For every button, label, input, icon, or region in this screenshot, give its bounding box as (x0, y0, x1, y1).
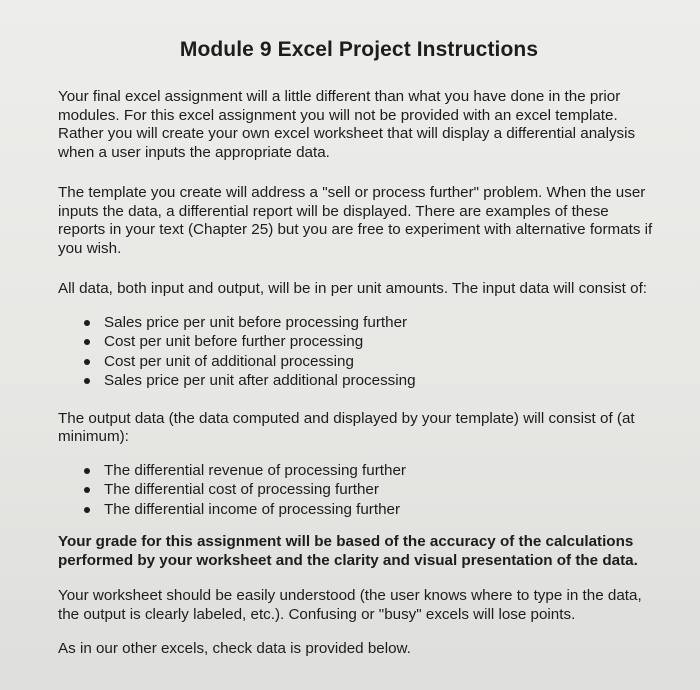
template-paragraph: The template you create will address a "sell or process further" problem. When the user inputs the data, a differential report will be displayed. There are examples of these reports in your text (Chapter 25) but you are free to experiment with alternative formats if you wish. (58, 184, 653, 257)
bullet-icon (84, 339, 90, 345)
list-item (84, 371, 660, 391)
input-data-list (58, 313, 660, 391)
list-item-text: Sales price per unit before processing further (104, 313, 408, 331)
bullet-icon (84, 507, 90, 513)
list-item (84, 500, 660, 520)
list-item-text: The differential cost of processing further (104, 481, 379, 498)
page-title: Module 9 Excel Project Instructions (179, 38, 539, 61)
list-item-text: The differential income of processing further (104, 500, 401, 518)
intro-paragraph: Your final excel assignment will a little different than what you have done in the prior modules. For this excel assignment you will not be provided with an excel template. Rather you will create your own excel worksheet that will display a differential analysis when a user inputs the appropriate data. (58, 88, 636, 161)
bullet-icon (84, 468, 90, 474)
list-item (84, 352, 660, 372)
grading-paragraph: Your grade for this assignment will be based of the accuracy of the calculations performed by your worksheet and the clarity and visual presentation of the data. (58, 533, 638, 569)
output-data-list (58, 461, 660, 520)
list-item-text: Cost per unit of additional processing (104, 352, 354, 370)
list-item-text: The differential revenue of processing further (104, 461, 406, 479)
bullet-icon (84, 320, 90, 326)
bullet-icon (84, 487, 90, 493)
bullet-icon (84, 359, 90, 365)
list-item-text: Cost per unit before further processing (104, 333, 364, 350)
list-item (84, 313, 660, 333)
clarity-paragraph: Your worksheet should be easily understood (the user knows where to type in the data, the output is clearly labeled, etc.). Confusing or "busy" excels will lose points. (58, 587, 642, 623)
list-item-text: Sales price per unit after additional processing (104, 372, 416, 389)
list-item (84, 461, 660, 481)
list-item (84, 332, 660, 352)
bullet-icon (84, 378, 90, 384)
output-data-paragraph: The output data (the data computed and displayed by your template) will consist of (at minimum): (58, 409, 635, 445)
check-data-paragraph: As in our other excels, check data is provided below. (58, 640, 411, 657)
input-data-paragraph: All data, both input and output, will be in per unit amounts. The input data will consist of: (58, 280, 648, 297)
list-item (84, 480, 660, 500)
